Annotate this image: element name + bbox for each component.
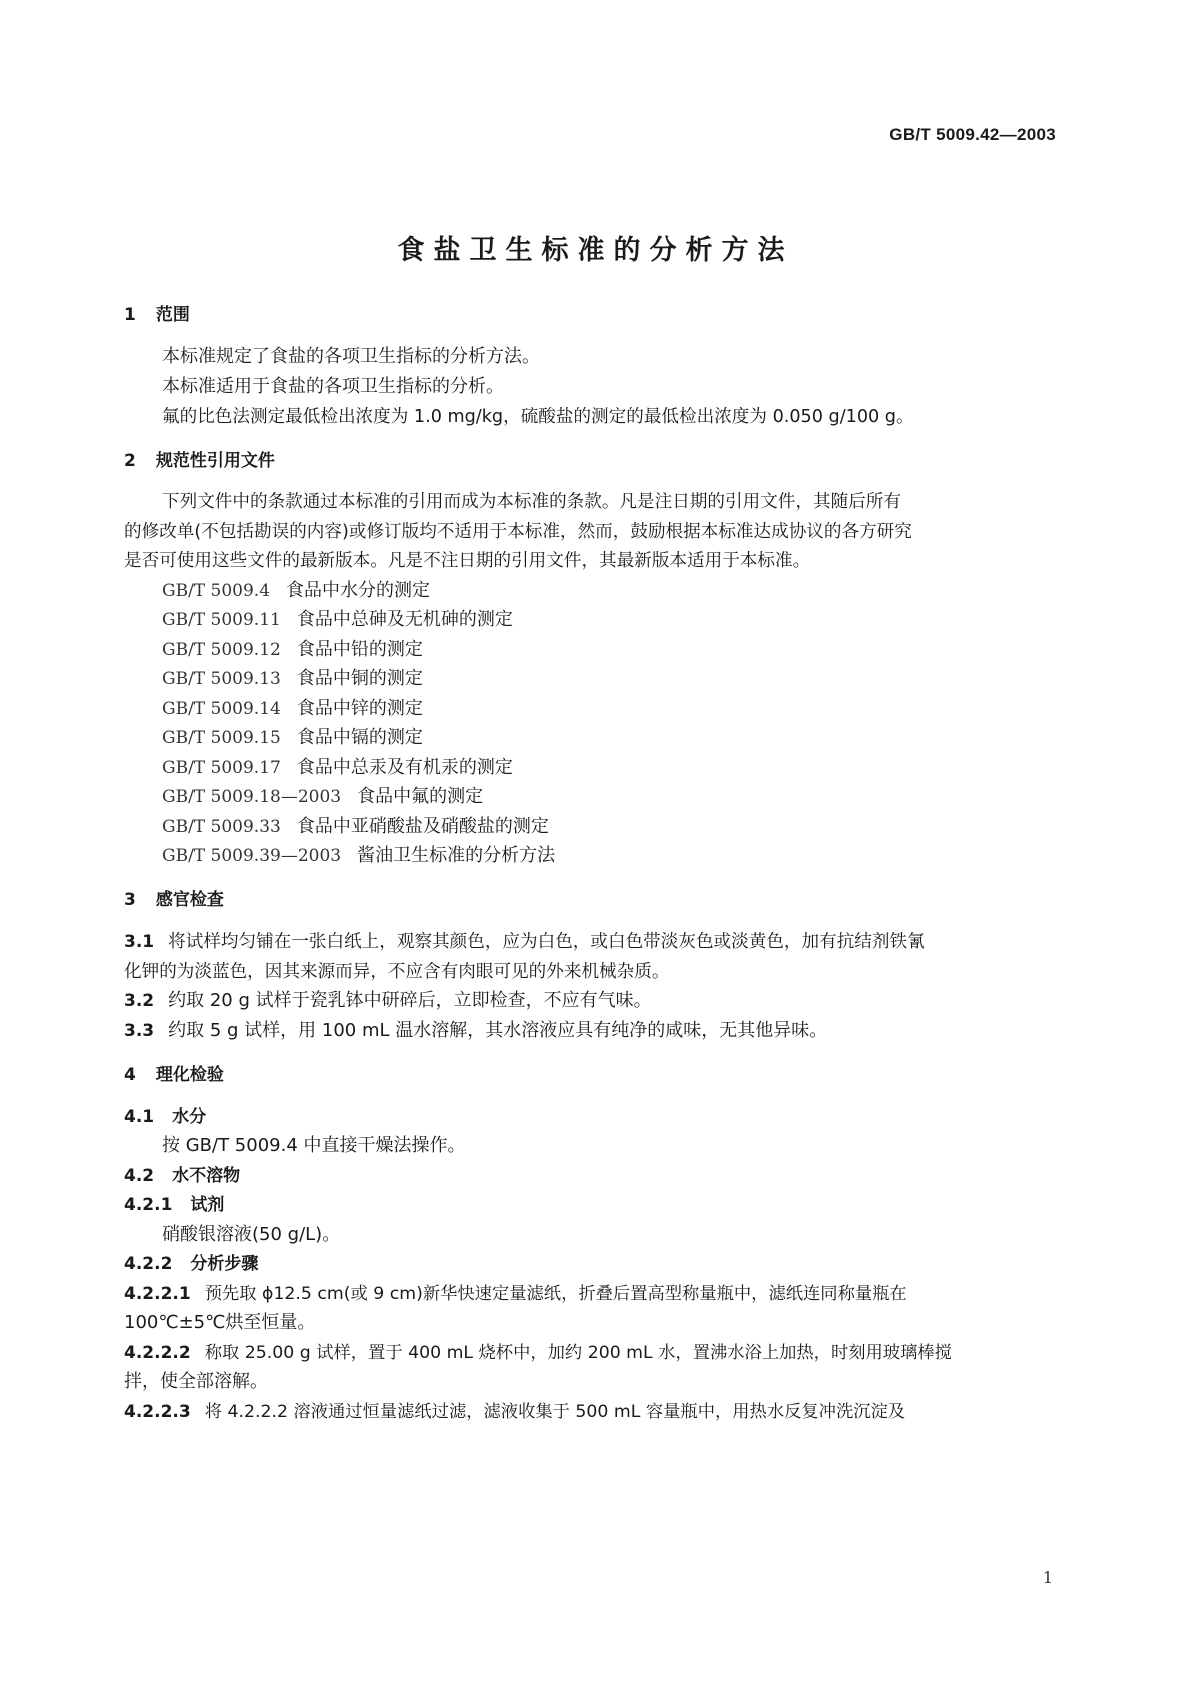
- section-number: 2: [124, 451, 136, 471]
- reference-code: GB/T 5009.17: [162, 758, 281, 778]
- clause-number: 4.2.2.3: [124, 1402, 191, 1422]
- reference-item: [162, 697, 423, 721]
- clause-text: 称取 25.00 g 试样，置于 400 mL 烧杯中，加约 200 mL 水，置沸水浴上加热，时刻用玻璃棒搅: [204, 1343, 952, 1363]
- paragraph: 氟的比色法测定最低检出浓度为 1.0 mg/kg，硫酸盐的测定的最低检出浓度为 0.050 g/100 g。: [162, 407, 914, 427]
- clause-4-2-2-3-line: [124, 1400, 905, 1424]
- clause-4-2-2-heading: [124, 1252, 258, 1276]
- clause-3-2: [124, 989, 652, 1013]
- clause-number: 3.3: [124, 1021, 155, 1041]
- reference-item: [162, 726, 423, 750]
- clause-number: 4.2.2.1: [124, 1284, 191, 1304]
- clause-text: 约取 5 g 试样，用 100 mL 温水溶解，其水溶液应具有纯净的咸味，无其他异味。: [168, 1020, 828, 1041]
- reference-title: 食品中镉的测定: [296, 727, 423, 748]
- clause-number: 3.1: [124, 932, 155, 952]
- document-title: 食盐卫生标准的分析方法: [397, 235, 794, 266]
- reference-title: 食品中氟的测定: [357, 786, 484, 807]
- section-number: 3: [124, 890, 136, 910]
- reference-code: GB/T 5009.13: [162, 669, 281, 689]
- page-number: 1: [1042, 1568, 1053, 1587]
- reference-code: GB/T 5009.18—2003: [162, 787, 342, 807]
- reference-title: 食品中亚硝酸盐及硝酸盐的测定: [296, 816, 549, 837]
- clause-text: 将 4.2.2.2 溶液通过恒量滤纸过滤，滤液收集于 500 mL 容量瓶中，用热水反复冲洗沉淀及: [204, 1402, 906, 1422]
- reference-title: 食品中铜的测定: [296, 668, 423, 689]
- clause-4-2-1-text: 硝酸银溶液(50 g/L)。: [162, 1224, 341, 1245]
- reference-code: GB/T 5009.4: [162, 581, 271, 601]
- clause-4-2-1-heading: [124, 1193, 224, 1217]
- clause-title: 分析步骤: [190, 1254, 259, 1274]
- clause-3-3: [124, 1019, 827, 1043]
- paragraph-line: 下列文件中的条款通过本标准的引用而成为本标准的条款。凡是注日期的引用文件，其随后所有: [162, 492, 901, 512]
- paragraph: 本标准适用于食盐的各项卫生指标的分析。: [162, 376, 504, 397]
- section-3-heading: [124, 888, 224, 912]
- reference-title: 食品中总砷及无机砷的测定: [296, 609, 513, 630]
- reference-item: [162, 638, 423, 662]
- reference-title: 食品中铅的测定: [296, 639, 423, 660]
- section-number: 4: [124, 1065, 136, 1085]
- clause-4-2-2-1-line: 100℃±5℃烘至恒量。: [124, 1312, 316, 1333]
- reference-item: [162, 579, 430, 603]
- clause-text: 将试样均匀铺在一张白纸上，观察其颜色，应为白色，或白色带淡灰色或淡黄色，加有抗结剂铁氰: [168, 932, 925, 952]
- reference-title: 食品中水分的测定: [286, 580, 431, 601]
- clause-4-2-2-2-line: [124, 1341, 952, 1365]
- reference-title: 食品中总汞及有机汞的测定: [296, 757, 513, 778]
- clause-text: 预先取 ϕ12.5 cm(或 9 cm)新华快速定量滤纸，折叠后置高型称量瓶中，滤纸连同称量瓶在: [204, 1284, 907, 1304]
- clause-number: 3.2: [124, 991, 155, 1011]
- reference-code: GB/T 5009.14: [162, 699, 281, 719]
- clause-number: 4.2.2: [124, 1254, 173, 1274]
- clause-number: 4.2.2.2: [124, 1343, 191, 1363]
- clause-4-2-2-1-line: [124, 1282, 907, 1306]
- reference-title: 酱油卫生标准的分析方法: [357, 845, 556, 866]
- paragraph: 本标准规定了食盐的各项卫生指标的分析方法。: [162, 346, 540, 367]
- section-2-heading: [124, 449, 275, 473]
- reference-code: GB/T 5009.33: [162, 817, 281, 837]
- clause-3-1-line: [124, 930, 925, 954]
- reference-item: [162, 756, 513, 780]
- paragraph-line: 的修改单(不包括勘误的内容)或修订版均不适用于本标准，然而，鼓励根据本标准达成协议的各方研究: [124, 522, 912, 542]
- section-title: 规范性引用文件: [155, 451, 275, 471]
- clause-text: 约取 20 g 试样于瓷乳钵中研碎后，立即检查，不应有气味。: [168, 990, 652, 1011]
- reference-code: GB/T 5009.15: [162, 728, 281, 748]
- section-1-heading: [124, 303, 190, 327]
- section-title: 范围: [155, 305, 190, 325]
- clause-title: 试剂: [190, 1195, 225, 1215]
- reference-title: 食品中锌的测定: [296, 698, 423, 719]
- paragraph-line: 是否可使用这些文件的最新版本。凡是不注日期的引用文件，其最新版本适用于本标准。: [124, 551, 811, 571]
- section-title: 理化检验: [155, 1065, 224, 1085]
- clause-title: 水不溶物: [172, 1166, 241, 1186]
- section-title: 感官检查: [155, 890, 224, 910]
- clause-4-1-text: 按 GB/T 5009.4 中直接干燥法操作。: [162, 1135, 466, 1156]
- standard-code: GB/T 5009.42—2003: [889, 125, 1056, 144]
- reference-code: GB/T 5009.12: [162, 640, 281, 660]
- clause-number: 4.2.1: [124, 1195, 173, 1215]
- reference-item: [162, 785, 483, 809]
- clause-title: 水分: [172, 1107, 207, 1127]
- clause-number: 4.2: [124, 1166, 155, 1186]
- reference-item: [162, 667, 423, 691]
- clause-4-1-heading: [124, 1105, 206, 1129]
- clause-4-2-heading: [124, 1164, 240, 1188]
- reference-item: [162, 608, 513, 632]
- reference-code: GB/T 5009.11: [162, 610, 281, 630]
- reference-item: [162, 844, 555, 868]
- clause-4-2-2-2-line: 拌，使全部溶解。: [124, 1371, 268, 1392]
- clause-3-1-line: 化钾的为淡蓝色，因其来源而异，不应含有肉眼可见的外来机械杂质。: [124, 962, 670, 982]
- reference-item: [162, 815, 549, 839]
- clause-number: 4.1: [124, 1107, 155, 1127]
- section-4-heading: [124, 1063, 224, 1087]
- section-number: 1: [124, 305, 136, 325]
- reference-code: GB/T 5009.39—2003: [162, 846, 342, 866]
